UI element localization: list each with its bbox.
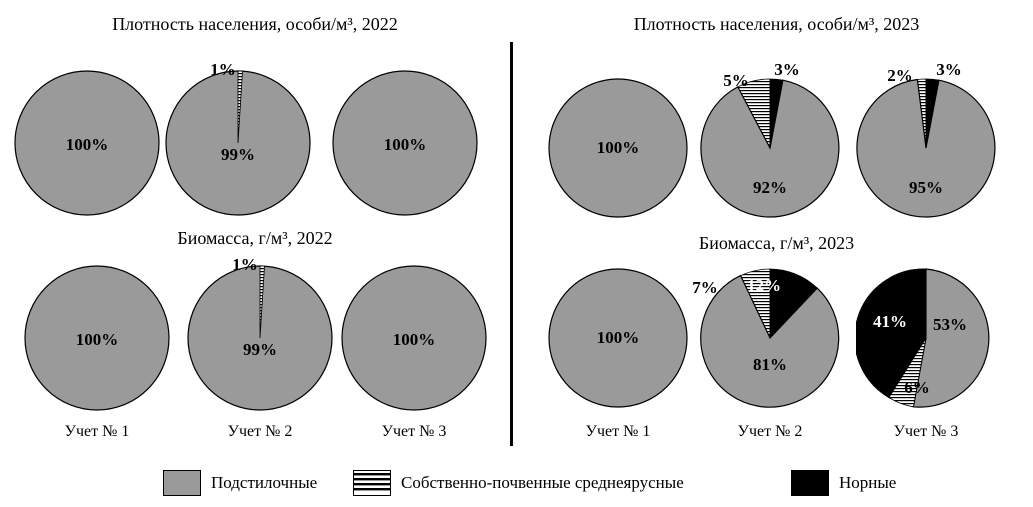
pie-label-density-2022-2-soil: 1% [210, 60, 236, 79]
axis-label-left-3: Учет № 3 [381, 423, 447, 440]
legend-swatch-burrowing-icon [791, 470, 829, 496]
pie-label-biomass-2023-2-burrow: 12% [747, 276, 781, 295]
pie-label-density-2023-3-burrow: 3% [936, 60, 962, 79]
pie-label-density-2023-3-litter: 95% [909, 178, 943, 197]
legend-label-burrowing: Норные [839, 473, 897, 492]
axis-label-right-2: Учет № 2 [737, 423, 803, 440]
pie-label-density-2022-1-litter: 100% [65, 135, 109, 154]
pie-density-2022-2 [165, 70, 311, 216]
legend-item-burrowing [791, 470, 896, 496]
pie-label-density-2022-3-litter: 100% [383, 135, 427, 154]
legend [0, 466, 1033, 506]
legend-swatch-soil-mid-icon [353, 470, 391, 496]
pie-label-biomass-2022-2-soil: 1% [232, 255, 258, 274]
axis-label-right-1: Учет № 1 [585, 423, 651, 440]
pie-label-biomass-2022-2-litter: 99% [243, 340, 277, 359]
panel-title-biomass-2022: Биомасса, г/м³, 2022 [177, 228, 333, 248]
pie-label-density-2023-3-soil: 2% [887, 66, 913, 85]
legend-label-litter: Подстилочные [211, 473, 318, 492]
pie-label-biomass-2022-1-litter: 100% [75, 330, 119, 349]
panel-title-density-2023: Плотность населения, особи/м³, 2023 [633, 14, 920, 34]
pie-label-biomass-2023-2-litter: 81% [753, 355, 787, 374]
pie-label-density-2023-1-litter: 100% [596, 138, 640, 157]
pie-label-biomass-2022-3-litter: 100% [392, 330, 436, 349]
pie-biomass-2022-2 [187, 265, 333, 411]
axis-label-right-3: Учет № 3 [893, 423, 959, 440]
panel-divider [510, 42, 513, 446]
pie-label-density-2023-2-soil: 5% [723, 71, 749, 90]
pie-label-density-2023-2-burrow: 3% [774, 60, 800, 79]
pie-label-biomass-2023-3-burrow: 41% [873, 312, 907, 331]
axis-label-left-1: Учет № 1 [64, 423, 130, 440]
pie-label-density-2022-2-litter: 99% [221, 145, 255, 164]
legend-item-litter [163, 470, 317, 496]
pie-label-biomass-2023-3-litter: 53% [933, 315, 967, 334]
panel-title-biomass-2023: Биомасса, г/м³, 2023 [698, 233, 855, 253]
legend-swatch-litter-icon [163, 470, 201, 496]
pie-label-biomass-2023-1-litter: 100% [596, 328, 640, 347]
pie-label-biomass-2023-2-soil: 7% [692, 278, 718, 297]
panel-title-density-2022: Плотность населения, особи/м³, 2022 [112, 14, 398, 34]
legend-item-soil-mid [353, 470, 684, 496]
axis-label-left-2: Учет № 2 [227, 423, 293, 440]
legend-label-soil-mid: Собственно-почвенные среднеярусные [401, 473, 684, 492]
pie-label-density-2023-2-litter: 92% [753, 178, 787, 197]
pie-label-biomass-2023-3-soil: 6% [904, 378, 930, 397]
